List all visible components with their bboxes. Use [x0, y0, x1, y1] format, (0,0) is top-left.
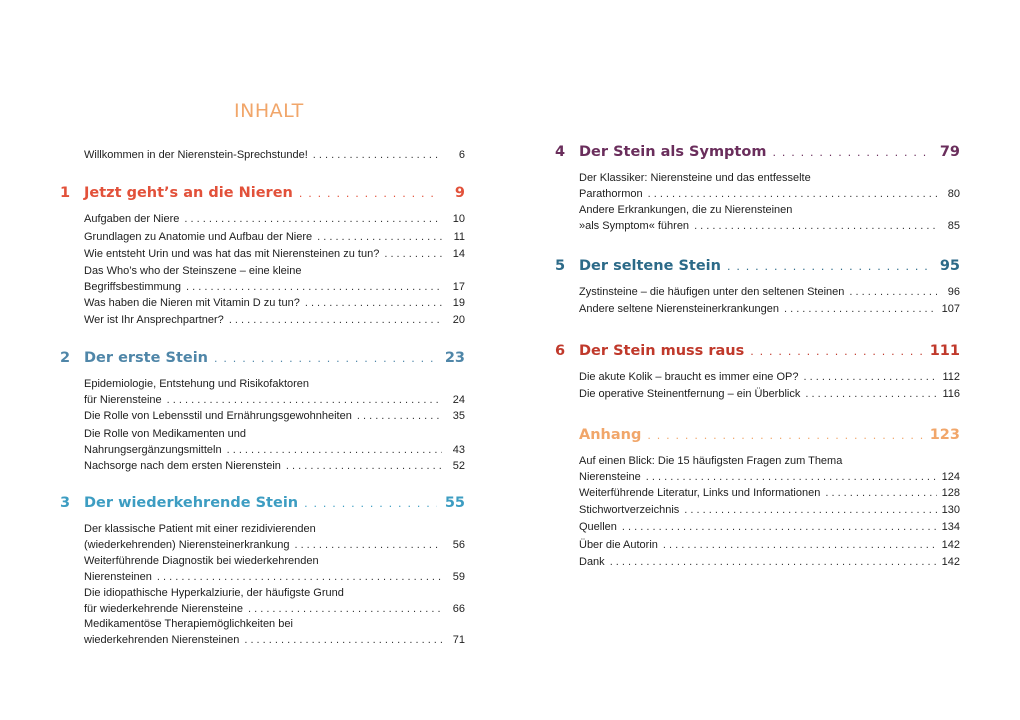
- entry-title: Die Rolle von Medikamenten und: [84, 428, 247, 440]
- entry-title: [84, 459, 465, 475]
- entry-title: Die idiopathische Hyperkalziurie, der häufigste Grund: [84, 587, 344, 599]
- dot-leader: [313, 148, 442, 164]
- page-number: 6: [458, 149, 465, 161]
- entry-title: Dank: [579, 556, 605, 568]
- entry-title: Weiterführende Diagnostik bei wiederkehrenden: [84, 555, 319, 567]
- chapter-number: 5: [555, 258, 566, 274]
- toc-entry[interactable]: [60, 377, 465, 408]
- chapter-title: Der seltene Stein: [579, 258, 721, 274]
- entry-title: (wiederkehrenden) Nierensteinerkrankung: [84, 538, 290, 551]
- page-number: 56: [452, 538, 465, 551]
- entry-title: [84, 602, 465, 618]
- chapter-title: Der wiederkehrende Stein: [84, 495, 299, 511]
- entry-title: wiederkehrenden Nierensteinen: [84, 633, 240, 646]
- entry-title: [579, 486, 960, 502]
- dot-leader: [622, 520, 937, 536]
- dot-leader: [214, 352, 437, 365]
- entry-title: Die Rolle von Lebensstil und Ernährungsgewohnheiten: [84, 410, 352, 422]
- dot-leader: [286, 459, 442, 475]
- entry-title: »als Symptom« führen: [579, 219, 690, 232]
- dot-leader: [647, 429, 923, 442]
- entry-title: [579, 387, 960, 403]
- toc-heading: INHALT: [234, 100, 304, 122]
- entry-title: [84, 443, 465, 459]
- chapter-title: Anhang: [579, 427, 642, 443]
- page-number: 24: [452, 393, 465, 406]
- entry-title: [579, 555, 960, 571]
- page-number: 19: [452, 297, 465, 309]
- chapter-number: 3: [60, 495, 71, 511]
- toc-entry[interactable]: [60, 212, 465, 228]
- entry-title: Nierensteinen: [84, 570, 152, 583]
- chapter-4-heading[interactable]: [555, 144, 960, 164]
- page-number: 80: [947, 187, 960, 200]
- toc-entry[interactable]: [555, 302, 960, 318]
- toc-entry[interactable]: [555, 454, 960, 485]
- page-number: 142: [941, 539, 960, 551]
- toc-entry[interactable]: [60, 522, 465, 553]
- entry-title: für wiederkehrende Nierensteine: [84, 602, 243, 615]
- entry-title: [579, 520, 960, 536]
- dot-leader: [849, 285, 937, 301]
- page-number: 124: [941, 470, 960, 483]
- dot-leader: [804, 370, 938, 386]
- chapter-3-heading[interactable]: [60, 495, 465, 515]
- page-number: 95: [939, 258, 960, 274]
- chapter-number: 2: [60, 350, 71, 366]
- page-number: 9: [454, 185, 465, 201]
- entry-title: Zystinsteine – die häufigen unter den seltenen Steinen: [579, 286, 845, 298]
- entry-title: [84, 296, 465, 312]
- dot-leader: [229, 313, 442, 329]
- dot-leader: [663, 538, 937, 554]
- entry-title: Willkommen in der Nierenstein-Sprechstunde!: [84, 149, 308, 161]
- entry-title: [579, 470, 960, 486]
- dot-leader: [694, 219, 937, 235]
- page-number: 52: [452, 460, 465, 472]
- entry-title: [84, 570, 465, 586]
- toc-entry[interactable]: [555, 503, 960, 519]
- toc-entry[interactable]: [60, 296, 465, 312]
- page-number: 11: [453, 231, 465, 243]
- dot-leader: [157, 570, 442, 586]
- page-number: 14: [452, 248, 465, 260]
- appendix-heading[interactable]: [555, 427, 960, 447]
- entry-title: [579, 503, 960, 519]
- entry-title: Medikamentöse Therapiemöglichkeiten bei: [84, 618, 293, 630]
- dot-leader: [227, 443, 442, 459]
- toc-entry[interactable]: [555, 486, 960, 502]
- toc-entry[interactable]: [555, 171, 960, 202]
- entry-title: [84, 409, 465, 425]
- entry-title: Auf einen Blick: Die 15 häufigsten Fragen zum Thema: [579, 455, 843, 467]
- dot-leader: [167, 393, 442, 409]
- chapter-number: 4: [555, 144, 566, 160]
- toc-entry[interactable]: [555, 538, 960, 554]
- toc-entry[interactable]: [555, 520, 960, 536]
- entry-title: [579, 285, 960, 301]
- page-number: 142: [941, 556, 960, 568]
- chapter-title: Der Stein muss raus: [579, 343, 745, 359]
- dot-leader: [305, 296, 442, 312]
- page-number: 128: [941, 487, 960, 499]
- dot-leader: [299, 187, 437, 200]
- page-number: 55: [444, 495, 465, 511]
- entry-title: Weiterführende Literatur, Links und Informationen: [579, 487, 821, 499]
- page-number: 96: [947, 286, 960, 298]
- entry-title: für Nierensteine: [84, 393, 162, 406]
- toc-entry[interactable]: [555, 203, 960, 234]
- chapter-2-heading[interactable]: [60, 350, 465, 370]
- toc-entry[interactable]: [555, 285, 960, 301]
- dot-leader: [304, 497, 437, 510]
- page-number: 79: [939, 144, 960, 160]
- chapter-number: 6: [555, 343, 566, 359]
- dot-leader: [317, 230, 442, 246]
- chapter-title: Jetzt geht’s an die Nieren: [84, 185, 293, 201]
- page-number: 116: [942, 388, 960, 400]
- dot-leader: [294, 538, 442, 554]
- page-number: 123: [929, 427, 960, 443]
- page-number: 71: [452, 633, 465, 646]
- entry-title: [84, 247, 465, 263]
- toc-entry[interactable]: [555, 370, 960, 386]
- entry-title: Wie entsteht Urin und was hat das mit Nierensteinen zu tun?: [84, 248, 380, 260]
- dot-leader: [244, 633, 442, 649]
- page-number: 35: [452, 410, 465, 422]
- page-number: 23: [444, 350, 465, 366]
- dot-leader: [727, 260, 932, 273]
- dot-leader: [772, 146, 932, 159]
- dot-leader: [805, 387, 937, 403]
- entry-title: [84, 538, 465, 554]
- entry-title: [84, 280, 465, 296]
- page-number: 20: [452, 314, 465, 326]
- chapter-6-heading[interactable]: [555, 343, 960, 363]
- entry-title: Andere seltene Nierensteinerkrankungen: [579, 303, 779, 315]
- entry-title: [84, 212, 465, 228]
- dot-leader: [184, 212, 442, 228]
- dot-leader: [646, 470, 937, 486]
- entry-title: Andere Erkrankungen, die zu Nierensteinen: [579, 204, 793, 216]
- dot-leader: [357, 409, 442, 425]
- entry-title: [579, 219, 960, 235]
- entry-title: Quellen: [579, 521, 617, 533]
- entry-title: Was haben die Nieren mit Vitamin D zu tun?: [84, 297, 300, 309]
- entry-title: Das Who’s who der Steinszene – eine kleine: [84, 265, 302, 277]
- page-number: 112: [942, 371, 960, 383]
- dot-leader: [784, 302, 937, 318]
- entry-title: Über die Autorin: [579, 539, 658, 551]
- toc-entry[interactable]: [60, 313, 465, 329]
- toc-entry[interactable]: [60, 264, 465, 295]
- entry-title: [84, 393, 465, 409]
- page-number: 10: [452, 213, 465, 225]
- dot-leader: [684, 503, 936, 519]
- toc-entry[interactable]: [60, 409, 465, 425]
- toc-entry[interactable]: [60, 554, 465, 585]
- entry-title: [84, 313, 465, 329]
- entry-title: Grundlagen zu Anatomie und Aufbau der Niere: [84, 231, 313, 243]
- toc-entry-intro[interactable]: [60, 148, 465, 164]
- entry-title: Die operative Steinentfernung – ein Überblick: [579, 388, 801, 400]
- dot-leader: [825, 486, 936, 502]
- entry-title: Der Klassiker: Nierensteine und das entfesselte: [579, 172, 811, 184]
- entry-title: Parathormon: [579, 187, 643, 200]
- entry-title: [84, 230, 465, 246]
- entry-title: Nahrungsergänzungsmitteln: [84, 443, 222, 456]
- toc-entry[interactable]: [555, 387, 960, 403]
- entry-title: Wer ist Ihr Ansprechpartner?: [84, 314, 224, 326]
- toc-entry[interactable]: [60, 586, 465, 617]
- page-number: 111: [929, 343, 960, 359]
- dot-leader: [186, 280, 442, 296]
- page-number: 43: [452, 443, 465, 456]
- entry-title: Nierensteine: [579, 470, 641, 483]
- page-number: 130: [941, 504, 960, 516]
- entry-title: Epidemiologie, Entstehung und Risikofaktoren: [84, 378, 310, 390]
- entry-title: [579, 370, 960, 386]
- page-number: 107: [941, 303, 960, 315]
- entry-title: [84, 148, 465, 164]
- toc-entry[interactable]: [60, 427, 465, 458]
- entry-title: [84, 633, 465, 649]
- toc-entry[interactable]: [60, 230, 465, 246]
- chapter-5-heading[interactable]: [555, 258, 960, 278]
- entry-title: Der klassische Patient mit einer rezidivierenden: [84, 523, 316, 535]
- entry-title: [579, 187, 960, 203]
- page-number: 17: [452, 280, 465, 293]
- entry-title: Nachsorge nach dem ersten Nierenstein: [84, 460, 281, 472]
- entry-title: Stichwortverzeichnis: [579, 504, 680, 516]
- dot-leader: [610, 555, 937, 571]
- entry-title: [579, 538, 960, 554]
- toc-entry[interactable]: [555, 555, 960, 571]
- page-number: 85: [947, 219, 960, 232]
- page-number: 134: [941, 521, 960, 533]
- page-number: 59: [452, 570, 465, 583]
- toc-entry[interactable]: [60, 247, 465, 263]
- dot-leader: [384, 247, 442, 263]
- entry-title: Begriffsbestimmung: [84, 280, 182, 293]
- toc-entry[interactable]: [60, 617, 465, 648]
- chapter-title: Der Stein als Symptom: [579, 144, 767, 160]
- dot-leader: [648, 187, 937, 203]
- toc-entry[interactable]: [60, 459, 465, 475]
- dot-leader: [750, 345, 923, 358]
- entry-title: [579, 302, 960, 318]
- chapter-number: 1: [60, 185, 71, 201]
- chapter-1-heading[interactable]: [60, 185, 465, 205]
- entry-title: Aufgaben der Niere: [84, 213, 180, 225]
- chapter-title: Der erste Stein: [84, 350, 209, 366]
- page-number: 66: [452, 602, 465, 615]
- dot-leader: [248, 602, 442, 618]
- entry-title: Die akute Kolik – braucht es immer eine OP?: [579, 371, 799, 383]
